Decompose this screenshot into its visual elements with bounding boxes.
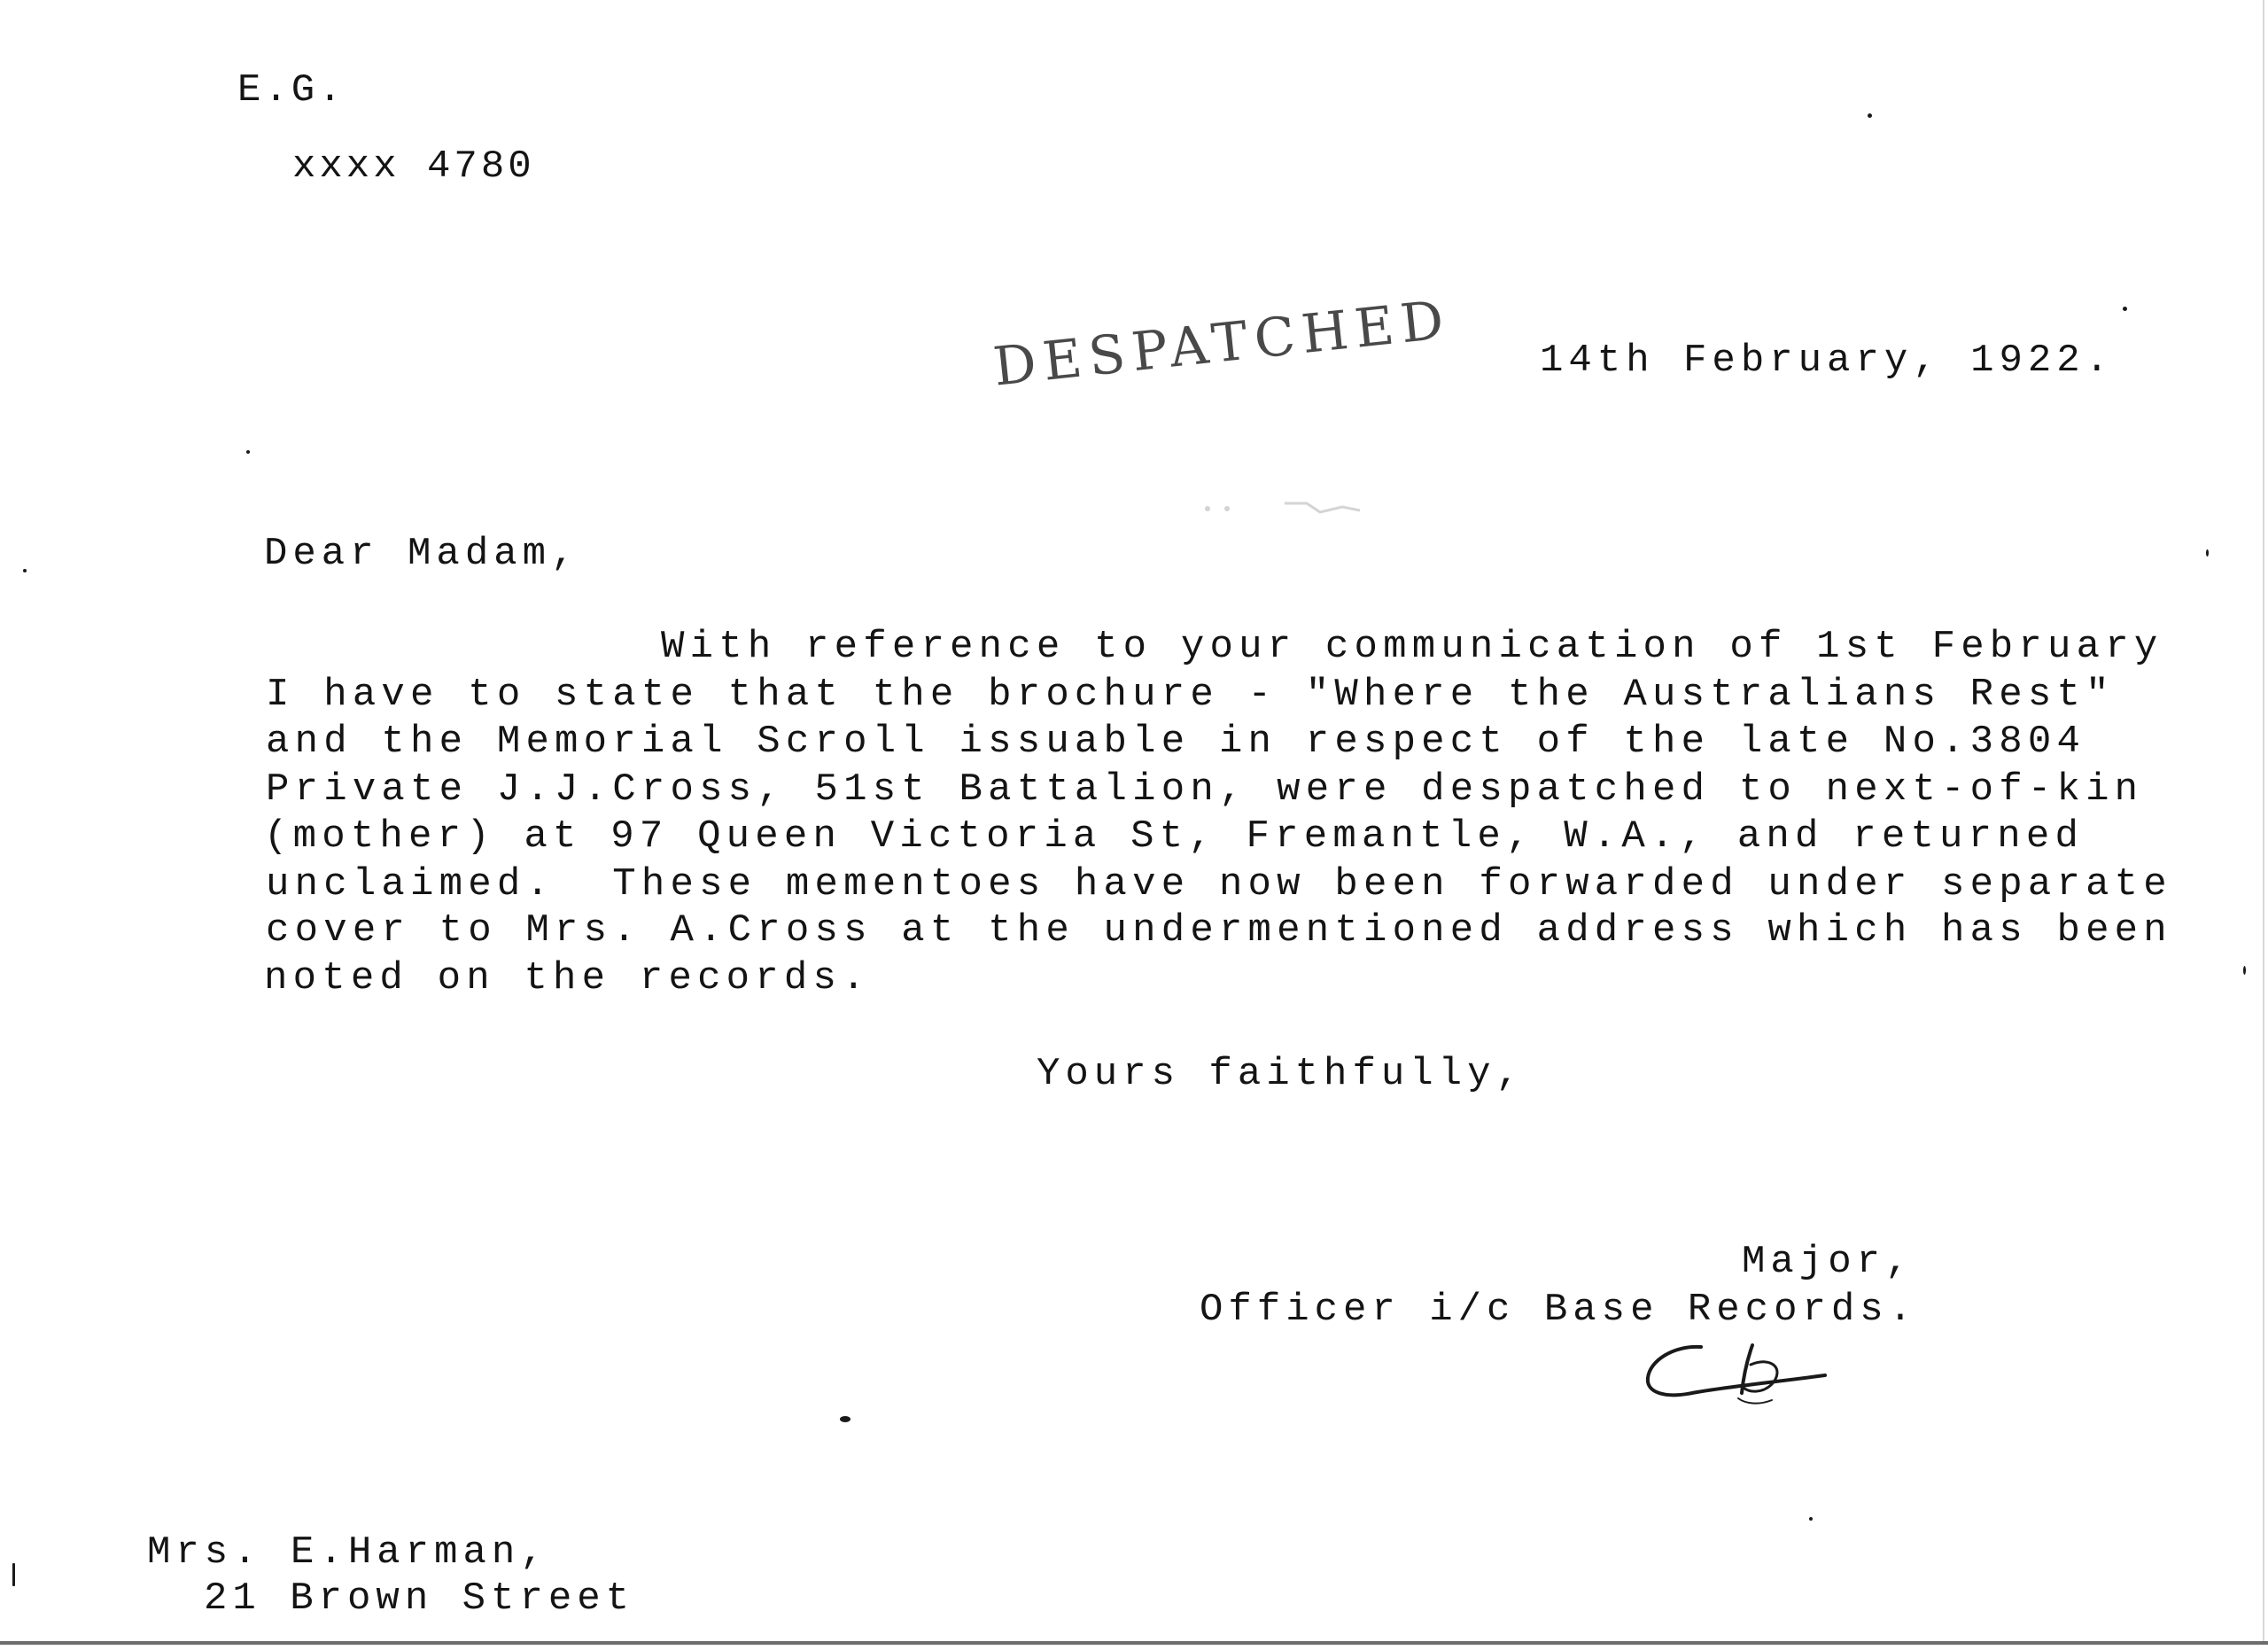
ink-speck [23,569,27,572]
recipient-street: 21 Brown Street [204,1576,635,1621]
ink-speck [2206,549,2209,556]
ink-speck [2123,307,2127,311]
body-line: unclaimed. These mementoes have now been forwarded under separate [266,862,2172,907]
reference-number: xxxx 4780 [292,144,535,189]
ink-speck [246,450,250,454]
body-line: With reference to your communication of 1st February [661,625,2163,669]
signatory-rank: Major, [1742,1240,1915,1284]
ink-speck [12,1563,15,1586]
body-line: I have to state that the brochure - "Where the Australians Rest" [266,673,2115,717]
despatched-stamp: DESPATCHED [990,288,1454,399]
recipient-name: Mrs. E.Harman, [147,1530,549,1575]
body-line: noted on the records. [264,956,871,1000]
body-line: and the Memorial Scroll issuable in respect of the late No.3804 [266,720,2086,764]
page-edge-right [2263,0,2264,1641]
handwritten-signature [1639,1329,1834,1413]
body-line: cover to Mrs. A.Cross at the undermentioned address which has been [266,908,2172,953]
faint-stamp-mark [1200,498,1369,519]
signatory-title: Officer i/c Base Records. [1200,1288,1918,1332]
ink-speck [840,1416,850,1422]
ink-speck [1868,113,1872,118]
letter-date: 14th February, 1922. [1540,339,2115,383]
body-line: (mother) at 97 Queen Victoria St, Fremantle, W.A., and returned [264,814,2085,859]
reference-initials: E.G. [237,68,346,113]
recipient-street-clipped [204,1576,635,1621]
closing: Yours faithfully, [1037,1052,1525,1096]
page-edge-bottom [0,1641,2268,1645]
ink-speck [2243,966,2246,975]
body-line: Private J.J.Cross, 51st Battalion, were despatched to next-of-kin [266,767,2144,812]
ink-speck [1809,1517,1813,1521]
salutation: Dear Madam, [264,532,580,576]
